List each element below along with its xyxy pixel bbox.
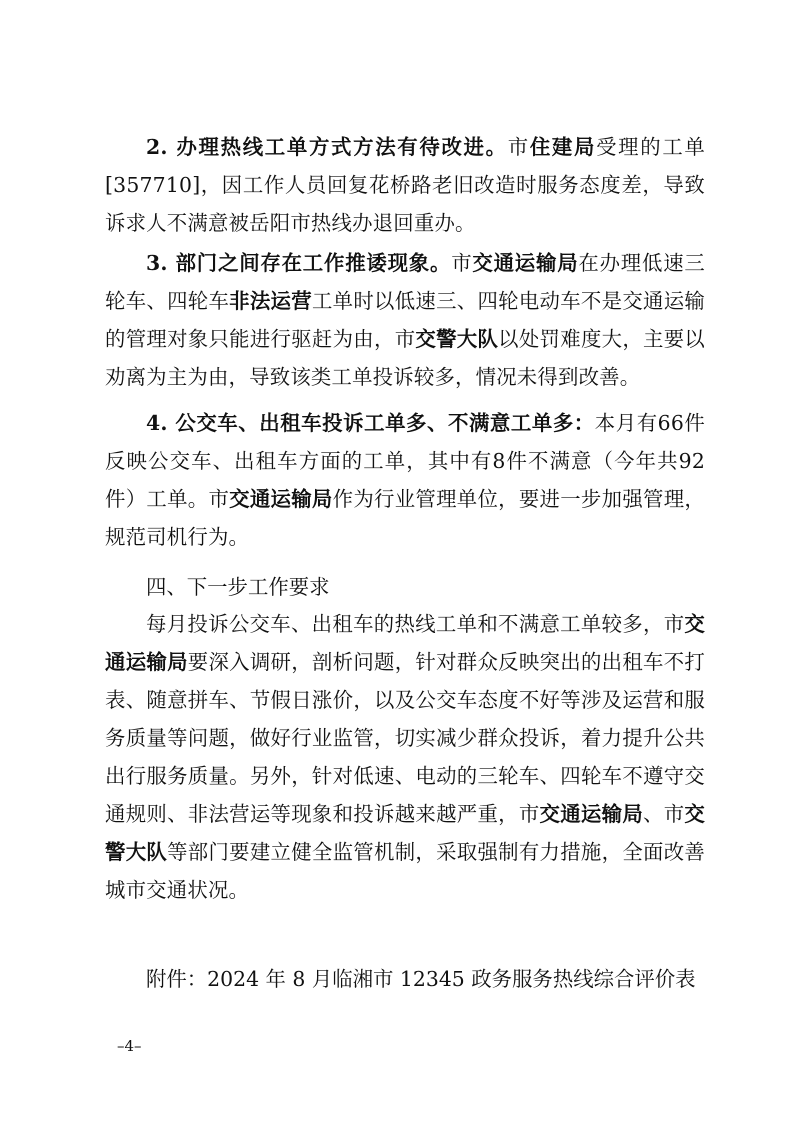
department-name: 交通运输局 xyxy=(472,251,579,275)
item-3-lead: 3. 部门之间存在工作推诿现象。 xyxy=(146,251,452,275)
attachment-line: 附件：2024 年 8 月临湘市 12345 政务服务热线综合评价表 xyxy=(146,967,696,991)
text: 以处罚难度大，主要以劝离为主为由，导致该类工单投诉较多，情况未得到改善。 xyxy=(105,327,705,389)
text: 工单时以低速三、四轮电动车不是交通运输的管理对象只能进行驱赶为由，市 xyxy=(105,289,705,351)
item-3-paragraph xyxy=(105,244,705,396)
item-2-lead: 2. 办理热线工单方式方法有待改进。 xyxy=(146,135,508,159)
text: 等部门要建立健全监管机制，采取强制有力措施，全面改善城市交通状况。 xyxy=(105,840,705,902)
department-name: 交通运输局 xyxy=(539,802,644,826)
department-name: 交通运输局 xyxy=(105,612,705,674)
item-2-paragraph xyxy=(105,128,705,242)
text: 作为行业管理单位，要进一步加强管理，规范司机行为。 xyxy=(105,487,705,549)
text: 每月投诉公交车、出租车的热线工单和不满意工单较多，市 xyxy=(146,612,685,636)
text: 要深入调研，剖析问题，针对群众反映突出的出租车不打表、随意拼车、节假日涨价，以及公交车态度不好等涉及运营和服务质量等问题，做好行业监管，切实减少群众投诉，着力提升公共出行服务质量。另外，针对低速、电动的三轮车、四轮车不遵守交通规则、非法营运等现象和投诉越来越严重，市 xyxy=(105,650,705,826)
next-steps-paragraph xyxy=(105,605,705,909)
text: 、市 xyxy=(643,802,685,826)
department-name: 住建局 xyxy=(529,135,597,159)
text: 在办理低速三轮车、四轮车 xyxy=(105,251,705,313)
keyword: 非法运营 xyxy=(229,289,312,313)
section-heading: 四、下一步工作要求 xyxy=(146,575,330,599)
text: 市 xyxy=(451,251,473,275)
text: 市 xyxy=(507,135,530,159)
text: 受理的工单[357710]，因工作人员回复花桥路老旧改造时服务态度差，导致诉求人不满意被岳阳市热线办退回重办。 xyxy=(105,135,706,235)
text: 本月有66件反映公交车、出租车方面的工单，其中有8件不满意（今年共92件）工单。市 xyxy=(105,411,705,511)
page-number: –4– xyxy=(117,1037,142,1055)
department-name: 交警大队 xyxy=(415,327,499,351)
department-name: 交警大队 xyxy=(105,802,705,864)
department-name: 交通运输局 xyxy=(229,487,333,511)
item-4-lead: 4. 公交车、出租车投诉工单多、不满意工单多： xyxy=(146,411,595,435)
item-4-paragraph xyxy=(105,404,705,556)
